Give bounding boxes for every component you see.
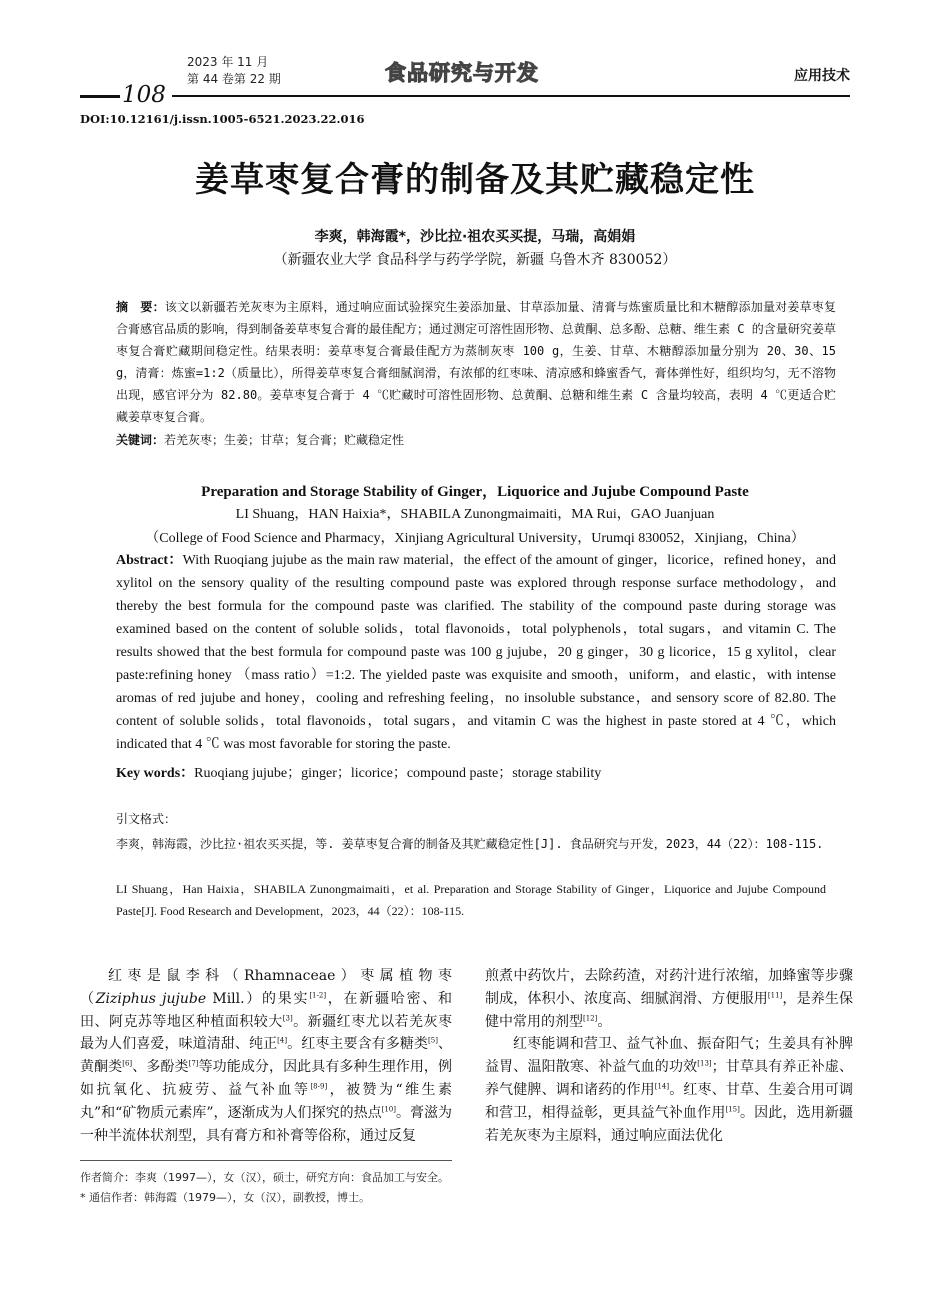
keywords-en bbox=[116, 763, 836, 785]
citation-ref[interactable]: [15] bbox=[725, 1105, 740, 1114]
species-name: Ziziphus jujube bbox=[95, 990, 207, 1007]
abstract-en-label: Abstract： bbox=[116, 553, 183, 568]
body-text: 煎煮中药饮片，去除药渣，对药汁进行浓缩，加蜂蜜等步骤制成，体积小、浓度高、细腻润滑、方便服用 bbox=[485, 968, 853, 1007]
body-text: 。红枣主要含有多糖类 bbox=[287, 1036, 429, 1053]
citation-ref[interactable]: [13] bbox=[697, 1059, 712, 1068]
doi: DOI:10.12161/j.issn.1005-6521.2023.22.016 bbox=[80, 112, 365, 126]
citation-ref[interactable]: [12] bbox=[583, 1013, 598, 1022]
citation-ref[interactable]: [7] bbox=[188, 1059, 199, 1068]
citation-en: LI Shuang，Han Haixia，SHABILA Zunongmaimaiti，et al. Preparation and Storage Stability of Ginger，Liquorice and Jujube Compound Paste[J]. Food Research and Development，2023，44（22）：108-115. bbox=[116, 882, 826, 918]
authors: 李爽，韩海霞*，沙比拉·祖农买买提，马瑞，高娟娟 bbox=[314, 229, 636, 245]
citation-ref[interactable]: [6] bbox=[122, 1059, 133, 1068]
body-text: 。红枣、甘草、生姜合用可调和营卫，相得益彰，更具益气补血作用 bbox=[485, 1081, 854, 1121]
citation-ref[interactable]: [4] bbox=[277, 1036, 288, 1045]
page-number: 108 bbox=[122, 82, 166, 108]
body-paragraph bbox=[80, 965, 452, 1147]
footnote-rule bbox=[80, 1160, 452, 1161]
body-text: 。新疆红枣尤以若羌灰枣最为人们喜爱，味道清甜、纯正 bbox=[80, 1013, 453, 1053]
body-paragraph bbox=[485, 1033, 853, 1147]
section-label: 应用技术 bbox=[794, 68, 850, 84]
keywords-zh bbox=[116, 430, 836, 450]
journal-name: 食品研究与开发 bbox=[385, 61, 539, 85]
body-text: 。膏滋为一种半流体状剂型，具有膏方和补膏等俗称，通过反复 bbox=[80, 1104, 452, 1144]
body-text: 、黄酮类 bbox=[80, 1036, 453, 1076]
title-en: Preparation and Storage Stability of Ginger，Liquorice and Jujube Compound Paste bbox=[201, 484, 749, 500]
citation-ref[interactable]: [11] bbox=[767, 991, 783, 1000]
body-text: 红枣能调和营卫、益气补血、振奋阳气；生姜具有补脾益胃、温阳散寒、补益气血的功效 bbox=[485, 1036, 853, 1076]
keywords-en-text: Ruoqiang jujube；ginger；licorice；compound paste；storage stability bbox=[194, 766, 602, 781]
body-text: 。 bbox=[597, 1013, 612, 1030]
abstract-zh-text: 该文以新疆若羌灰枣为主原料，通过响应面试验探究生姜添加量、甘草添加量、清膏与炼蜜质量比和木糖醇添加量对姜草枣复合膏感官品质的影响，得到制备姜草枣复合膏的最佳配方；通过测定可溶性固形物、总黄酮、总多酚、总糖、维生素 C 的含量研究姜草枣复合膏贮藏期间稳定性。结果表明：姜草枣复合膏最佳配方为蒸制灰枣 100 g，生姜、甘草、木糖醇添加量分别为 20、30、15 g，清膏：炼蜜=1:2（质量比），所得姜草枣复合膏细腻润滑，有浓郁的红枣味、清凉感和蜂蜜香气，膏体弹性好，组织均匀，无不溶物出现，感官评分为 82.80。姜草枣复合膏于 4 ℃贮藏时可溶性固形物、总黄酮、总糖和维生素 C 含量均较高，表明 4 ℃更适合贮藏姜草枣复合膏。 bbox=[116, 300, 836, 424]
body-text: ，在新疆哈密、和田、阿克苏等地区种植面积较大 bbox=[80, 990, 453, 1030]
body-text: 、多酚类 bbox=[132, 1059, 189, 1076]
issue-date: 2023 年 11 月 bbox=[187, 55, 269, 69]
body-text: Mill.）的果实 bbox=[206, 990, 310, 1007]
keywords-zh-label: 关键词： bbox=[116, 433, 165, 447]
body-text: ；甘草具有养正补虚、养气健脾、调和诸药的作用 bbox=[485, 1059, 853, 1098]
keywords-zh-text: 若羌灰枣；生姜；甘草；复合膏；贮藏稳定性 bbox=[164, 433, 405, 447]
article-title: 姜草枣复合膏的制备及其贮藏稳定性 bbox=[195, 160, 755, 200]
body-text: 。因此，选用新疆若羌灰枣为主原料，通过响应面法优化 bbox=[485, 1104, 854, 1144]
citation-label: 引文格式： bbox=[116, 812, 177, 826]
citation-ref[interactable]: [10] bbox=[381, 1105, 396, 1114]
footnote-corresponding: * 通信作者：韩海霞（1979—），女（汉），副教授，博士。 bbox=[80, 1191, 370, 1204]
abstract-en bbox=[116, 549, 836, 756]
abstract-zh-label: 摘 要： bbox=[116, 300, 165, 314]
body-paragraph bbox=[485, 965, 853, 1033]
body-text: 等功能成分，因此具有多种生理作用，例如抗氧化、抗疲劳、益气补血等 bbox=[80, 1059, 453, 1098]
abstract-zh bbox=[116, 296, 836, 428]
body-text: ，是养生保健中常用的剂型 bbox=[485, 990, 854, 1030]
issue-volume: 第 44 卷第 22 期 bbox=[187, 72, 281, 86]
citation-zh: 李爽，韩海霞，沙比拉·祖农买买提，等. 姜草枣复合膏的制备及其贮藏稳定性[J]. 食品研究与开发，2023，44（22）：108-115. bbox=[116, 837, 824, 851]
citation-ref[interactable]: [5] bbox=[428, 1036, 438, 1045]
footnote-author-bio: 作者简介：李爽（1997—），女（汉），硕士，研究方向：食品加工与安全。 bbox=[80, 1171, 449, 1184]
body-column-right bbox=[485, 965, 853, 1147]
citation-ref[interactable]: [3] bbox=[282, 1013, 293, 1022]
header-rule-left bbox=[80, 95, 120, 98]
body-text: 红枣是鼠李科（Rhamnaceae）枣属植物枣（ bbox=[80, 968, 452, 1007]
body-text: ，被赞为“维生素丸”和“矿物质元素库”，逐渐成为人们探究的热点 bbox=[80, 1081, 452, 1121]
authors-en: LI Shuang，HAN Haixia*，SHABILA Zunongmaimaiti，MA Rui，GAO Juanjuan bbox=[235, 507, 715, 522]
header-rule bbox=[172, 95, 850, 97]
keywords-en-label: Key words： bbox=[116, 766, 195, 781]
affiliation-en: （College of Food Science and Pharmacy，Xinjiang Agricultural University，Urumqi 830052，Xinjiang，China） bbox=[145, 531, 805, 546]
issue-info bbox=[187, 54, 281, 88]
body-column-left bbox=[80, 965, 452, 1147]
abstract-en-text: With Ruoqiang jujube as the main raw material，the effect of the amount of ginger，licorice，refined honey，and xylitol on the sensory quality of the resulting compound paste was explored through response surface methodology，and thereby the best formula for the compound paste was clarified. The stability of the compound paste during storage was examined based on the content of soluble solids，total flavonoids，total polyphenols，total sugars，and vitamin C. The results showed that the best formula for compound paste was 100 g jujube，20 g ginger，30 g licorice，15 g xylitol，clear paste:refining honey （mass ratio）=1:2. The yielded paste was exquisite and smooth，uniform，and elastic，with intense aromas of red jujube and honey，cooling and refreshing feeling，no insoluble substance，and sensory score of 82.80. The content of soluble solids，total flavonoids，total sugars，and vitamin C was the highest in paste stored at 4 ℃，which indicated that 4 ℃ was most favorable for storing the paste. bbox=[116, 553, 836, 752]
citation-ref[interactable]: [14] bbox=[654, 1082, 670, 1091]
citation-ref[interactable]: [8-9] bbox=[310, 1082, 328, 1091]
affiliation: （新疆农业大学 食品科学与药学学院，新疆 乌鲁木齐 830052） bbox=[273, 252, 677, 268]
citation-ref[interactable]: [1-2] bbox=[309, 991, 327, 1000]
